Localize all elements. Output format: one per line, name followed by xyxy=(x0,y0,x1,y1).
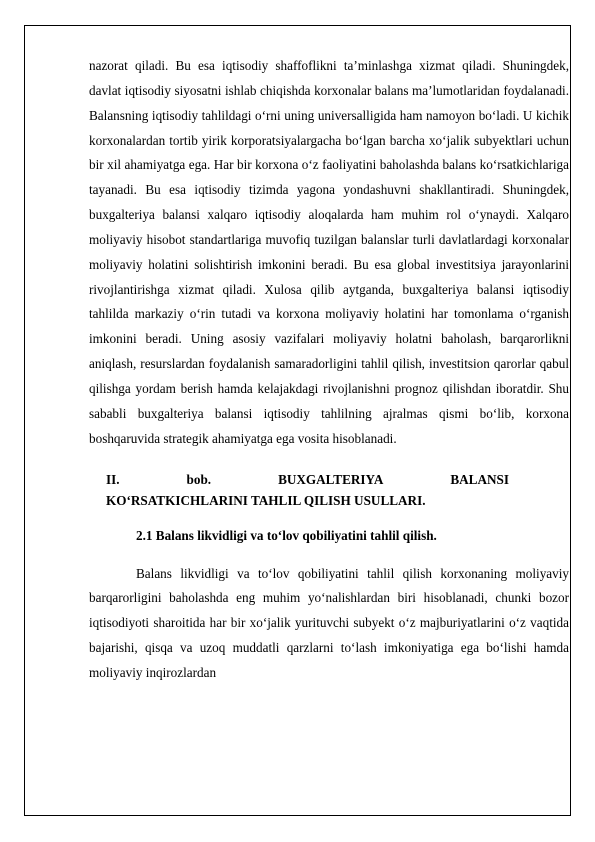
chapter-title-part-2: BALANSI xyxy=(450,471,509,487)
document-body xyxy=(89,54,569,686)
chapter-word: bob. xyxy=(186,471,212,487)
chapter-heading-line-2: KO‘RSATKICHLARINI TAHLIL QILISH USULLARI. xyxy=(106,492,426,508)
chapter-heading xyxy=(106,469,569,511)
chapter-heading-line-1 xyxy=(106,469,569,490)
body-paragraph-2: Balans likvidligi va to‘lov qobiliyatini tahlil qilish korxonaning moliyaviy barqarorligini baholashda eng muhim yo‘nalishlardan biri hisoblanadi, chunki bozor iqtisodiyoti sharoitida har bir xo‘jalik yurituvchi subyekt o‘z majburiyatlarini o‘z vaqtida bajarishi, qisqa va uzoq muddatli qarzlarni to‘lash imkoniyatiga ega bo‘lishi hamda moliyaviy inqirozlardan xyxy=(89,565,569,680)
chapter-number: II. xyxy=(106,471,120,487)
body-paragraph-1: nazorat qiladi. Bu esa iqtisodiy shaffoflikni ta’minlashga xizmat qiladi. Shuningdek, davlat iqtisodiy siyosatni ishlab chiqishda korxonalar balans ma’lumotlaridan foydalanadi. Balansning iqtisodiy tahlildagi o‘rni uning universalligida ham namoyon bo‘ladi. U kichik korxonalardan tortib yirik korporatsiyalargacha bo‘lgan barcha xo‘jalik subyektlari uchun bir xil ahamiyatga ega. Har bir korxona o‘z faoliyatini baholashda balans ko‘rsatkichlariga tayanadi. Bu esa iqtisodiy tizimda yagona yondashuvni shakllantiradi. Shuningdek, buxgalteriya balansi xalqaro iqtisodiy aloqalarda ham muhim rol o‘ynaydi. Xalqaro moliyaviy hisobot standartlariga muvofiq tuzilgan balanslar turli davlatlardagi korxonalar moliyaviy holatini solishtirish imkonini beradi. Bu esa global investitsiya jarayonlarini rivojlantirishga xizmat qiladi. Xulosa qilib aytganda, buxgalteriya balansi iqtisodiy tahlilda markaziy o‘rin tutadi va korxona moliyaviy holatini har tomonlama o‘rganish imkonini beradi. Uning asosiy vazifalari moliyaviy holatni baholash, barqarorlikni aniqlash, resurslardan foydalanish samaradorligini tahlil qilish, investitsion qarorlar qabul qilishga yordam berish hamda kelajakdagi rivojlanishni prognoz qilishdan iboratdir. Shu sababli buxgalteriya balansi iqtisodiy tahlilning ajralmas qismi bo‘lib, korxona boshqaruvida strategik ahamiyatga ega vosita hisoblanadi. xyxy=(89,58,569,446)
chapter-title-part-1: BUXGALTERIYA xyxy=(278,471,384,487)
section-heading: 2.1 Balans likvidligi va to‘lov qobiliyatini tahlil qilish. xyxy=(136,527,437,543)
